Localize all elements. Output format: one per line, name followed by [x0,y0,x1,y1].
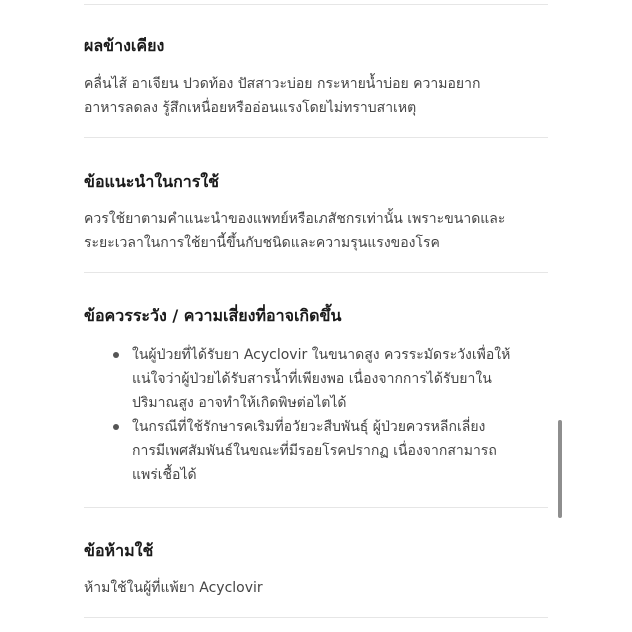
text-line: ปริมาณสูง อาจทำให้เกิดพิษต่อไตได้ [132,395,347,411]
text-line: ระยะเวลาในการใช้ยานี้ขึ้นกับชนิดและความรุนแรงของโรค [84,235,440,251]
text-line: อาหารลดลง รู้สึกเหนื่อยหรืออ่อนแรงโดยไม่ทราบสาเหตุ [84,100,417,116]
section-title-usage-advice: ข้อแนะนำในการใช้ [84,172,219,191]
text-line: แพร่เชื้อได้ [132,467,197,483]
divider [84,272,548,273]
text-line: ในผู้ป่วยที่ได้รับยา Acyclovir ในขนาดสูง ควรระมัดระวังเพื่อให้ [132,347,511,363]
text-line: แน่ใจว่าผู้ป่วยได้รับสารน้ำที่เพียงพอ เนื่องจากการได้รับยาใน [132,371,492,387]
list-item [108,415,558,487]
precautions-list [108,343,558,487]
divider [84,617,548,618]
list-item [108,343,558,415]
text-line: ในกรณีที่ใช้รักษารคเริมที่อวัยวะสืบพันธุ์ ผู้ป่วยควรหลีกเลี่ยง [132,419,486,435]
divider [84,4,548,5]
divider [84,137,548,138]
divider [84,507,548,508]
bullet-icon [113,352,119,358]
text-line: ควรใช้ยาตามคำแนะนำของแพทย์หรือเภสัชกรเท่านั้น เพราะขนาดและ [84,211,506,227]
scrollbar[interactable] [558,420,562,518]
section-body-contraindications [84,576,554,600]
text-line: คลื่นไส้ อาเจียน ปวดท้อง ปัสสาวะบ่อย กระหายน้ำบ่อย ความอยาก [84,76,481,92]
section-title-side-effects: ผลข้างเคียง [84,36,165,55]
bullet-icon [113,424,119,430]
text-line: ห้ามใช้ในผู้ที่แพ้ยา Acyclovir [84,580,263,596]
text-line: การมีเพศสัมพันธ์ในขณะที่มีรอยโรคปรากฏ เนื่องจากสามารถ [132,443,497,459]
section-body-side-effects [84,72,554,120]
section-title-contraindications: ข้อห้ามใช้ [84,541,154,560]
section-title-precautions: ข้อควรระวัง / ความเสี่ยงที่อาจเกิดขึ้น [84,306,342,325]
section-body-usage-advice [84,207,554,255]
